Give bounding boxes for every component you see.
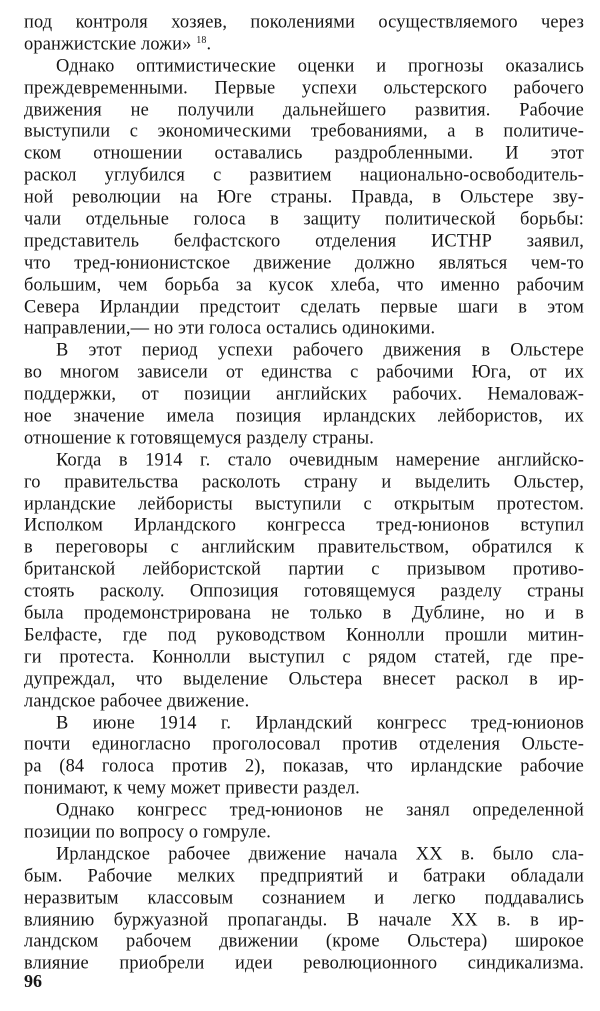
line-text: отношение к готовящемуся разделу страны. [24, 426, 374, 448]
text-line [24, 426, 584, 449]
text-line [24, 820, 584, 843]
text-line [24, 164, 584, 187]
line-text: направлении,— но эти голоса остались одинокими. [24, 316, 436, 338]
text-line [24, 930, 584, 953]
paragraph [24, 11, 584, 55]
line-text: что тред-юнионистское движение должно являться чем-то [24, 251, 584, 273]
line-text: Однако оптимистические оценки и прогнозы оказались [56, 54, 584, 76]
line-text: представитель белфастского отделения ИСТНР заявил, [24, 229, 584, 251]
text-line [24, 536, 584, 559]
line-text: ное значение имела позиция ирландских лейбористов, их [24, 404, 584, 426]
line-text: чали отдельные голоса в защиту политической борьбы: [24, 207, 584, 229]
line-text: Белфасте, где под руководством Коннолли прошли митин- [24, 623, 584, 645]
text-line [24, 448, 584, 471]
line-text: понимают, к чему может привести раздел. [24, 776, 360, 798]
page-body [24, 11, 584, 974]
text-line [24, 733, 584, 756]
text-line [24, 470, 584, 493]
trailing-punctuation: . [206, 32, 212, 54]
text-line [24, 886, 584, 909]
line-text: дупреждал, что выделение Ольстера внесет раскол в ир- [24, 667, 584, 689]
text-line [24, 361, 584, 384]
text-line [24, 492, 584, 515]
text-line [24, 273, 584, 296]
line-text: позиции по вопросу о гомруле. [24, 820, 272, 842]
text-line [24, 317, 584, 340]
line-text: ги протеста. Коннолли выступил с рядом статей, где пре- [24, 645, 584, 667]
line-text: преждевременными. Первые успехи ольстерского рабочего [24, 76, 584, 98]
line-text: большим, чем борьба за кусок хлеба, что именно рабочим [24, 273, 584, 295]
line-text: британской лейбористской партии с призывом противо- [24, 557, 584, 579]
line-text: в переговоры с английским правительством, обратился к [24, 535, 584, 557]
text-line [24, 864, 584, 887]
text-line [24, 32, 584, 55]
text-line [24, 558, 584, 581]
text-line [24, 667, 584, 690]
text-line [24, 207, 584, 230]
text-line [24, 842, 584, 865]
line-text: оранжистские ложи» [24, 32, 192, 54]
text-line [24, 514, 584, 537]
text-line [24, 76, 584, 99]
line-text: неразвитым классовым сознанием и легко поддавались [24, 886, 584, 908]
line-text: ландском рабочем движении (кроме Ольстера) широкое [24, 929, 584, 951]
text-line [24, 799, 584, 822]
paragraph [24, 843, 584, 974]
line-text: В июне 1914 г. Ирландский конгресс тред-юнионов [56, 710, 584, 732]
line-text: влиянию буржуазной пропаганды. В начале XX в. в ир- [24, 907, 584, 929]
paragraph [24, 55, 584, 340]
line-text: ной революции на Юге страны. Правда, в Ольстере зву- [24, 185, 584, 207]
text-line [24, 295, 584, 318]
text-line [24, 601, 584, 624]
paragraph [24, 339, 584, 448]
text-line [24, 229, 584, 252]
line-text: раскол углубился с развитием национально-освободитель- [24, 163, 584, 185]
text-line [24, 98, 584, 121]
line-text: Севера Ирландии предстоит сделать первые шаги в этом [24, 295, 584, 317]
text-line [24, 120, 584, 143]
line-text: выступили с экономическими требованиями, а в политиче- [24, 119, 584, 141]
text-line [24, 186, 584, 209]
text-line [24, 952, 584, 975]
text-line [24, 623, 584, 646]
line-text: поддержки, от позиции английских рабочих. Немаловаж- [24, 382, 584, 404]
text-line [24, 339, 584, 362]
text-line [24, 404, 584, 427]
paragraph [24, 449, 584, 712]
text-line [24, 908, 584, 931]
text-line [24, 645, 584, 668]
line-text: влияние приобрели идеи революционного синдикализма. [24, 951, 584, 973]
line-text: бым. Рабочие мелких предприятий и батраки обладали [24, 864, 584, 886]
line-text: ском отношении оставались раздробленными. И этот [24, 141, 584, 163]
paragraph [24, 712, 584, 800]
text-line [24, 142, 584, 165]
line-text: го правительства расколоть страну и выделить Ольстер, [24, 470, 584, 492]
line-text: стоять расколу. Оппозиция готовящемуся разделу страны [24, 579, 584, 601]
text-line [24, 689, 584, 712]
text-line [24, 251, 584, 274]
paragraph [24, 799, 584, 843]
line-text: Однако конгресс тред-юнионов не занял определенной [56, 798, 584, 820]
page-number: 96 [24, 971, 42, 991]
line-text: во многом зависели от единства с рабочими Юга, от их [24, 360, 584, 382]
line-text: почти единогласно проголосовал против отделения Ольсте- [24, 732, 584, 754]
line-text: Исполком Ирландского конгресса тред-юнионов вступил [24, 513, 584, 535]
text-line [24, 10, 584, 33]
text-line [24, 54, 584, 77]
line-text: ландское рабочее движение. [24, 689, 250, 711]
line-text: Когда в 1914 г. стало очевидным намерение английско- [56, 448, 584, 470]
line-text: была продемонстрирована не только в Дублине, но и в [24, 601, 584, 623]
line-text: движения не получили дальнейшего развития. Рабочие [24, 98, 584, 120]
text-line [24, 580, 584, 603]
line-text: ирландские лейбористы выступили с открытым протестом. [24, 492, 584, 514]
text-line [24, 383, 584, 406]
line-text: ра (84 голоса против 2), показав, что ирландские рабочие [24, 754, 584, 776]
line-text: В этот период успехи рабочего движения в Ольстере [56, 338, 584, 360]
text-line [24, 755, 584, 778]
text-line [24, 711, 584, 734]
line-text: под контроля хозяев, поколениями осуществляемого через [24, 10, 584, 32]
line-text: Ирландское рабочее движение начала XX в. было сла- [56, 842, 584, 864]
footnote-marker: 18 [196, 34, 207, 46]
text-line [24, 777, 584, 800]
